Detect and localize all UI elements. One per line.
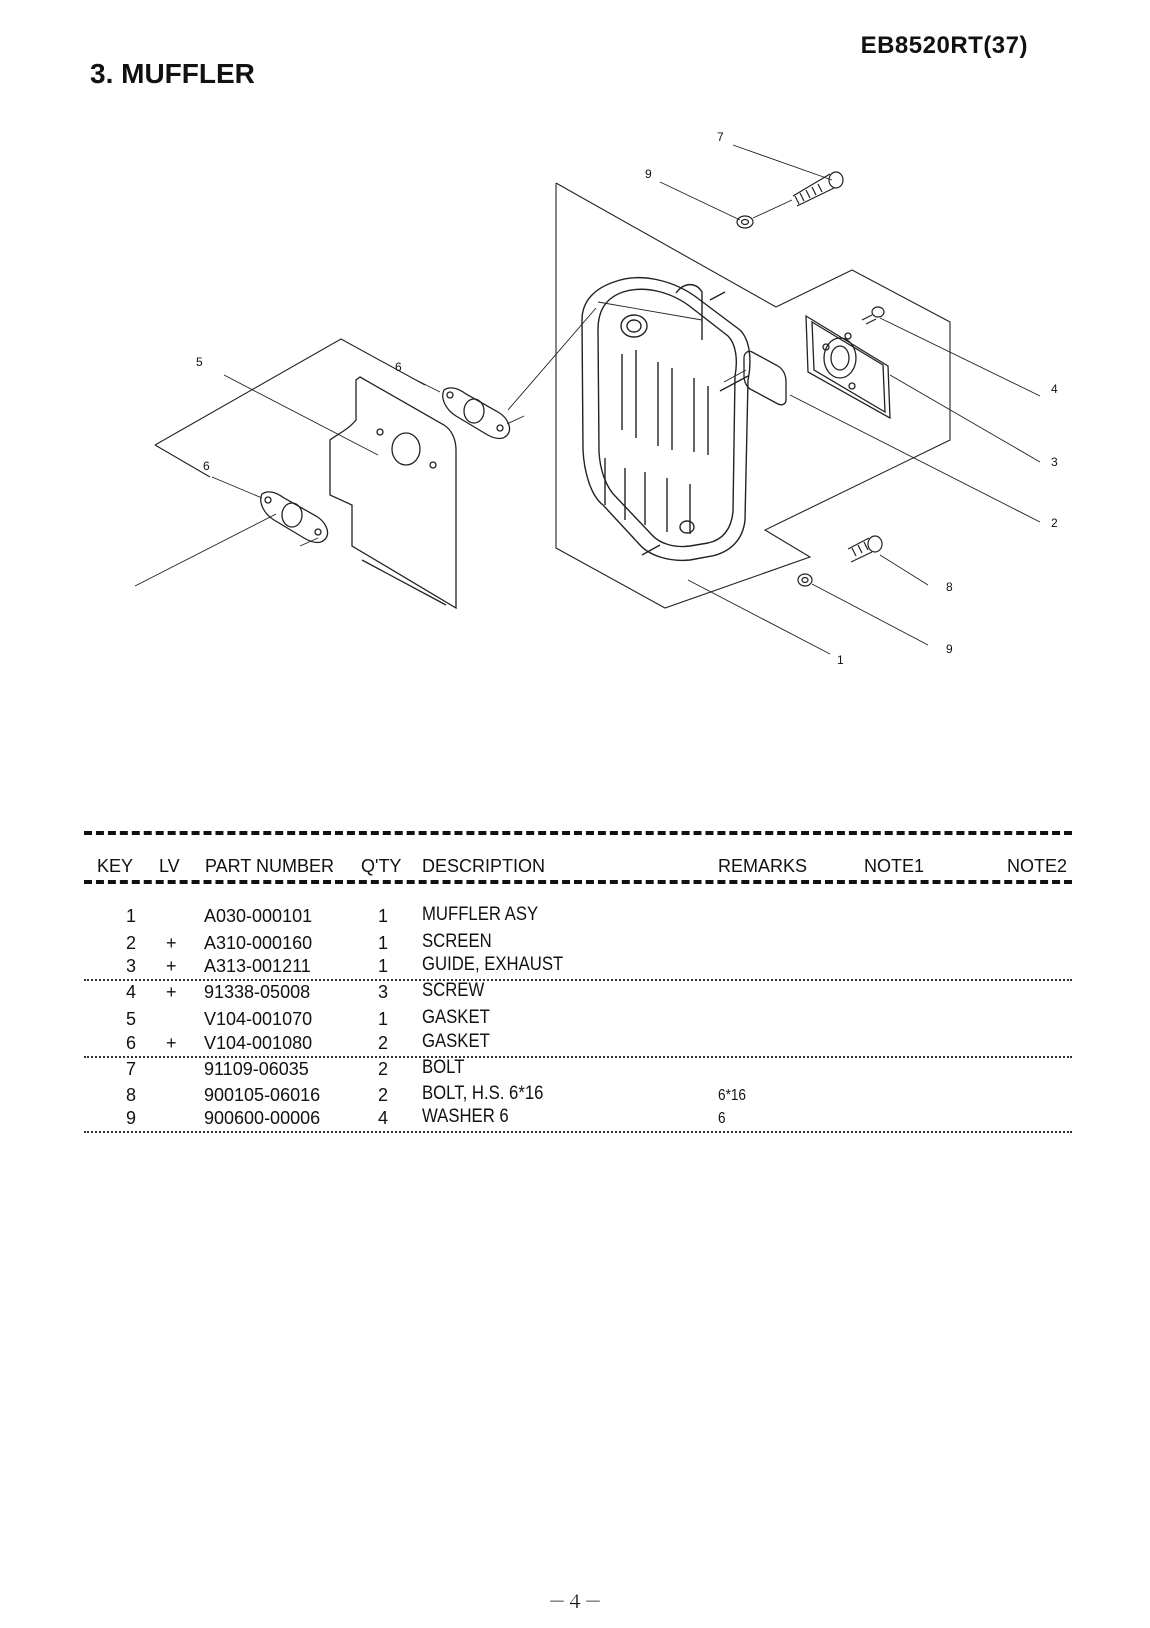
row-4-desc: SCREW	[422, 980, 485, 1001]
row-4-part: 91338-05008	[204, 982, 311, 1002]
col-header-note2: NOTE2	[1007, 856, 1068, 876]
callout-5: 5	[196, 355, 203, 369]
gasket-part-upper	[443, 388, 510, 439]
header-rule-bottom	[84, 880, 1072, 884]
row-4-qty: 3	[378, 982, 389, 1002]
row-9-remarks: 6	[718, 1110, 726, 1127]
col-header-part-number: PART NUMBER	[205, 856, 335, 876]
row-6-part: V104-001080	[204, 1033, 313, 1053]
row-3-desc: GUIDE, EXHAUST	[422, 954, 564, 975]
group-separator-1	[84, 979, 1072, 981]
row-5-part: V104-001070	[204, 1009, 313, 1029]
row-5-key: 5	[126, 1009, 137, 1029]
gasket-part-lower	[261, 492, 328, 543]
callout-7: 7	[717, 130, 724, 144]
exhaust-guide-part	[806, 316, 890, 418]
row-3-qty: 1	[378, 956, 389, 976]
row-1-desc: MUFFLER ASY	[422, 904, 539, 925]
row-7-part: 91109-06035	[204, 1059, 309, 1079]
row-2-lv: +	[166, 933, 177, 953]
callout-1: 1	[837, 653, 844, 667]
header-rule-top	[84, 831, 1072, 835]
row-7-key: 7	[126, 1059, 137, 1079]
row-7-qty: 2	[378, 1059, 389, 1079]
row-7-desc: BOLT	[422, 1057, 465, 1078]
col-header-lv: LV	[159, 856, 180, 876]
row-2-key: 2	[126, 933, 137, 953]
washer-part-top	[737, 216, 753, 228]
gasket-plate-part	[330, 377, 456, 608]
table-bottom-rule	[84, 1131, 1072, 1133]
col-header-key: KEY	[97, 856, 134, 876]
row-1-qty: 1	[378, 906, 389, 926]
row-8-desc: BOLT, H.S. 6*16	[422, 1083, 544, 1104]
row-8-key: 8	[126, 1085, 137, 1105]
muffler-body	[582, 278, 750, 561]
col-header-remarks: REMARKS	[718, 856, 808, 876]
row-6-lv: +	[166, 1033, 177, 1053]
row-5-qty: 1	[378, 1009, 389, 1029]
callout-6-lower: 6	[203, 459, 210, 473]
row-6-desc: GASKET	[422, 1031, 490, 1052]
callout-4: 4	[1051, 382, 1058, 396]
row-9-qty: 4	[378, 1108, 389, 1128]
row-2-desc: SCREEN	[422, 931, 492, 952]
group-separator-2	[84, 1056, 1072, 1058]
row-9-key: 9	[126, 1108, 137, 1128]
col-header-description: DESCRIPTION	[422, 856, 546, 876]
assembly-bracket-right	[556, 183, 950, 608]
col-header-qty: Q'TY	[361, 856, 402, 876]
callout-3: 3	[1051, 455, 1058, 469]
bolt-part-7	[793, 172, 843, 206]
row-6-qty: 2	[378, 1033, 389, 1053]
row-1-key: 1	[126, 906, 137, 926]
row-1-part: A030-000101	[204, 906, 313, 926]
callout-9-top: 9	[645, 167, 652, 181]
model-number: EB8520RT(37)	[860, 32, 1028, 59]
row-4-lv: +	[166, 982, 177, 1002]
row-8-qty: 2	[378, 1085, 389, 1105]
leader-lines	[135, 145, 1040, 654]
col-header-note1: NOTE1	[864, 856, 925, 876]
page-number: －４－	[548, 1592, 602, 1612]
row-9-desc: WASHER 6	[422, 1106, 509, 1127]
callout-9-bottom: 9	[946, 642, 953, 656]
exploded-diagram	[0, 120, 1150, 680]
row-8-part: 900105-06016	[204, 1085, 321, 1105]
bolt-part-8	[848, 536, 882, 562]
screw-part	[862, 307, 884, 324]
washer-part-bottom	[798, 574, 812, 586]
row-8-remarks: 6*16	[718, 1087, 746, 1104]
row-3-key: 3	[126, 956, 137, 976]
row-3-lv: +	[166, 956, 177, 976]
section-title: 3. MUFFLER	[90, 58, 255, 89]
row-9-part: 900600-00006	[204, 1108, 321, 1128]
row-2-qty: 1	[378, 933, 389, 953]
row-6-key: 6	[126, 1033, 137, 1053]
row-2-part: A310-000160	[204, 933, 313, 953]
row-4-key: 4	[126, 982, 137, 1002]
callout-6-upper: 6	[395, 360, 402, 374]
callout-8: 8	[946, 580, 953, 594]
row-3-part: A313-001211	[204, 956, 311, 976]
row-5-desc: GASKET	[422, 1007, 490, 1028]
callout-2: 2	[1051, 516, 1058, 530]
